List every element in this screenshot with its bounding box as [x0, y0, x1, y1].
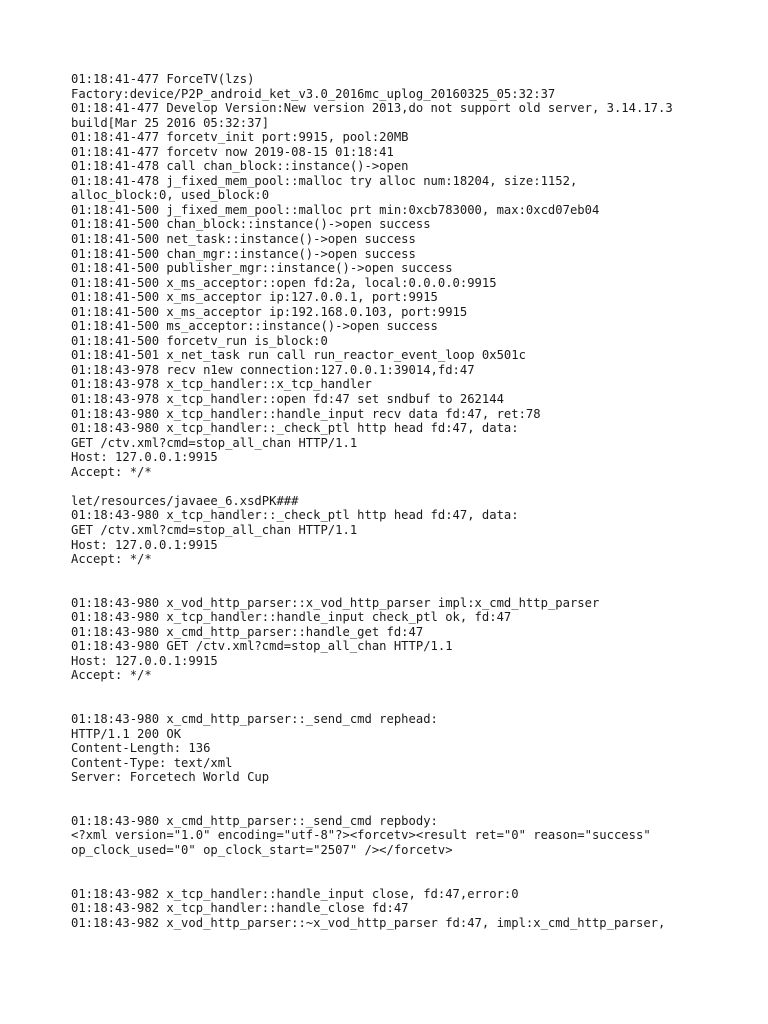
- log-line: 01:18:41-477 forcetv_init port:9915, pool:20MB: [71, 130, 409, 145]
- log-line: Accept: */*: [71, 464, 152, 479]
- log-line: alloc_block:0, used_block:0: [71, 188, 270, 203]
- log-line: Server: Forcetech World Cup: [71, 770, 270, 785]
- log-line: 01:18:41-478 j_fixed_mem_pool::malloc try alloc num:18204, size:1152,: [71, 173, 578, 188]
- log-line: 01:18:43-982 x_tcp_handler::handle_close fd:47: [71, 901, 409, 916]
- log-line: 01:18:43-982 x_tcp_handler::handle_input close, fd:47,error:0: [71, 886, 519, 901]
- log-line: HTTP/1.1 200 OK: [71, 726, 182, 741]
- log-line: 01:18:41-500 x_ms_acceptor ip:192.168.0.103, port:9915: [71, 304, 468, 319]
- log-line: 01:18:43-980 x_tcp_handler::handle_input recv data fd:47, ret:78: [71, 406, 541, 421]
- log-line: Host: 127.0.0.1:9915: [71, 537, 218, 552]
- log-line: 01:18:43-980 x_tcp_handler::_check_ptl http head fd:47, data:: [71, 508, 519, 523]
- log-line: Factory:device/P2P_android_ket_v3.0_2016mc_uplog_20160325_05:32:37: [71, 86, 556, 101]
- log-line: [71, 683, 751, 698]
- log-line: 01:18:41-501 x_net_task run call run_reactor_event_loop 0x501c: [71, 348, 526, 363]
- log-line: [71, 872, 751, 887]
- log-text: [71, 72, 751, 930]
- log-line: 01:18:41-478 call chan_block::instance()->open: [71, 159, 409, 174]
- log-line: 01:18:41-500 j_fixed_mem_pool::malloc prt min:0xcb783000, max:0xcd07eb04: [71, 202, 600, 217]
- log-line: [71, 785, 751, 800]
- log-line: op_clock_used="0" op_clock_start="2507" /></forcetv>: [71, 842, 453, 857]
- log-line: [71, 479, 751, 494]
- log-line: 01:18:41-500 x_ms_acceptor::open fd:2a, local:0.0.0.0:9915: [71, 275, 497, 290]
- log-line: [71, 858, 751, 873]
- log-line: 01:18:41-500 publisher_mgr::instance()->open success: [71, 261, 453, 276]
- log-line: 01:18:43-982 x_vod_http_parser::~x_vod_http_parser fd:47, impl:x_cmd_http_parser,: [71, 915, 666, 930]
- log-line: [71, 799, 751, 814]
- log-line: 01:18:41-477 Develop Version:New version 2013,do not support old server, 3.14.17.3: [71, 101, 673, 116]
- log-line: 01:18:41-500 chan_mgr::instance()->open success: [71, 246, 416, 261]
- log-line: Host: 127.0.0.1:9915: [71, 450, 218, 465]
- log-line: 01:18:41-500 ms_acceptor::instance()->open success: [71, 319, 438, 334]
- log-line: 01:18:43-978 x_tcp_handler::x_tcp_handler: [71, 377, 372, 392]
- log-line: Content-Type: text/xml: [71, 755, 233, 770]
- log-line: 01:18:41-500 x_ms_acceptor ip:127.0.0.1, port:9915: [71, 290, 438, 305]
- log-line: 01:18:43-980 x_vod_http_parser::x_vod_http_parser impl:x_cmd_http_parser: [71, 595, 600, 610]
- log-line: 01:18:43-978 recv n1ew connection:127.0.0.1:39014,fd:47: [71, 362, 475, 377]
- log-line: Accept: */*: [71, 668, 152, 683]
- log-line: Content-Length: 136: [71, 741, 211, 756]
- log-line: [71, 581, 751, 596]
- log-line: 01:18:43-978 x_tcp_handler::open fd:47 set sndbuf to 262144: [71, 392, 504, 407]
- log-line: 01:18:41-477 forcetv now 2019-08-15 01:18:41: [71, 144, 394, 159]
- log-line: 01:18:41-500 net_task::instance()->open success: [71, 232, 416, 247]
- log-line: GET /ctv.xml?cmd=stop_all_chan HTTP/1.1: [71, 522, 358, 537]
- log-line: [71, 698, 751, 713]
- log-line: GET /ctv.xml?cmd=stop_all_chan HTTP/1.1: [71, 435, 358, 450]
- log-line: 01:18:43-980 x_cmd_http_parser::handle_get fd:47: [71, 624, 424, 639]
- log-line: Accept: */*: [71, 552, 152, 567]
- log-line: 01:18:43-980 x_cmd_http_parser::_send_cmd repbody:: [71, 813, 438, 828]
- log-line: [71, 567, 751, 582]
- log-line: let/resources/javaee_6.xsdPK###: [71, 493, 299, 508]
- log-line: 01:18:41-477 ForceTV(lzs): [71, 72, 255, 86]
- log-line: 01:18:41-500 chan_block::instance()->open success: [71, 217, 431, 232]
- log-line: 01:18:43-980 x_tcp_handler::_check_ptl http head fd:47, data:: [71, 421, 519, 436]
- log-line: 01:18:43-980 GET /ctv.xml?cmd=stop_all_chan HTTP/1.1: [71, 639, 453, 654]
- log-line: <?xml version="1.0" encoding="utf-8"?><forcetv><result ret="0" reason="success": [71, 828, 651, 843]
- log-line: 01:18:43-980 x_tcp_handler::handle_input check_ptl ok, fd:47: [71, 610, 512, 625]
- log-line: build[Mar 25 2016 05:32:37]: [71, 115, 270, 130]
- log-line: 01:18:41-500 forcetv_run is_block:0: [71, 333, 328, 348]
- log-line: Host: 127.0.0.1:9915: [71, 653, 218, 668]
- log-line: 01:18:43-980 x_cmd_http_parser::_send_cmd rephead:: [71, 712, 438, 727]
